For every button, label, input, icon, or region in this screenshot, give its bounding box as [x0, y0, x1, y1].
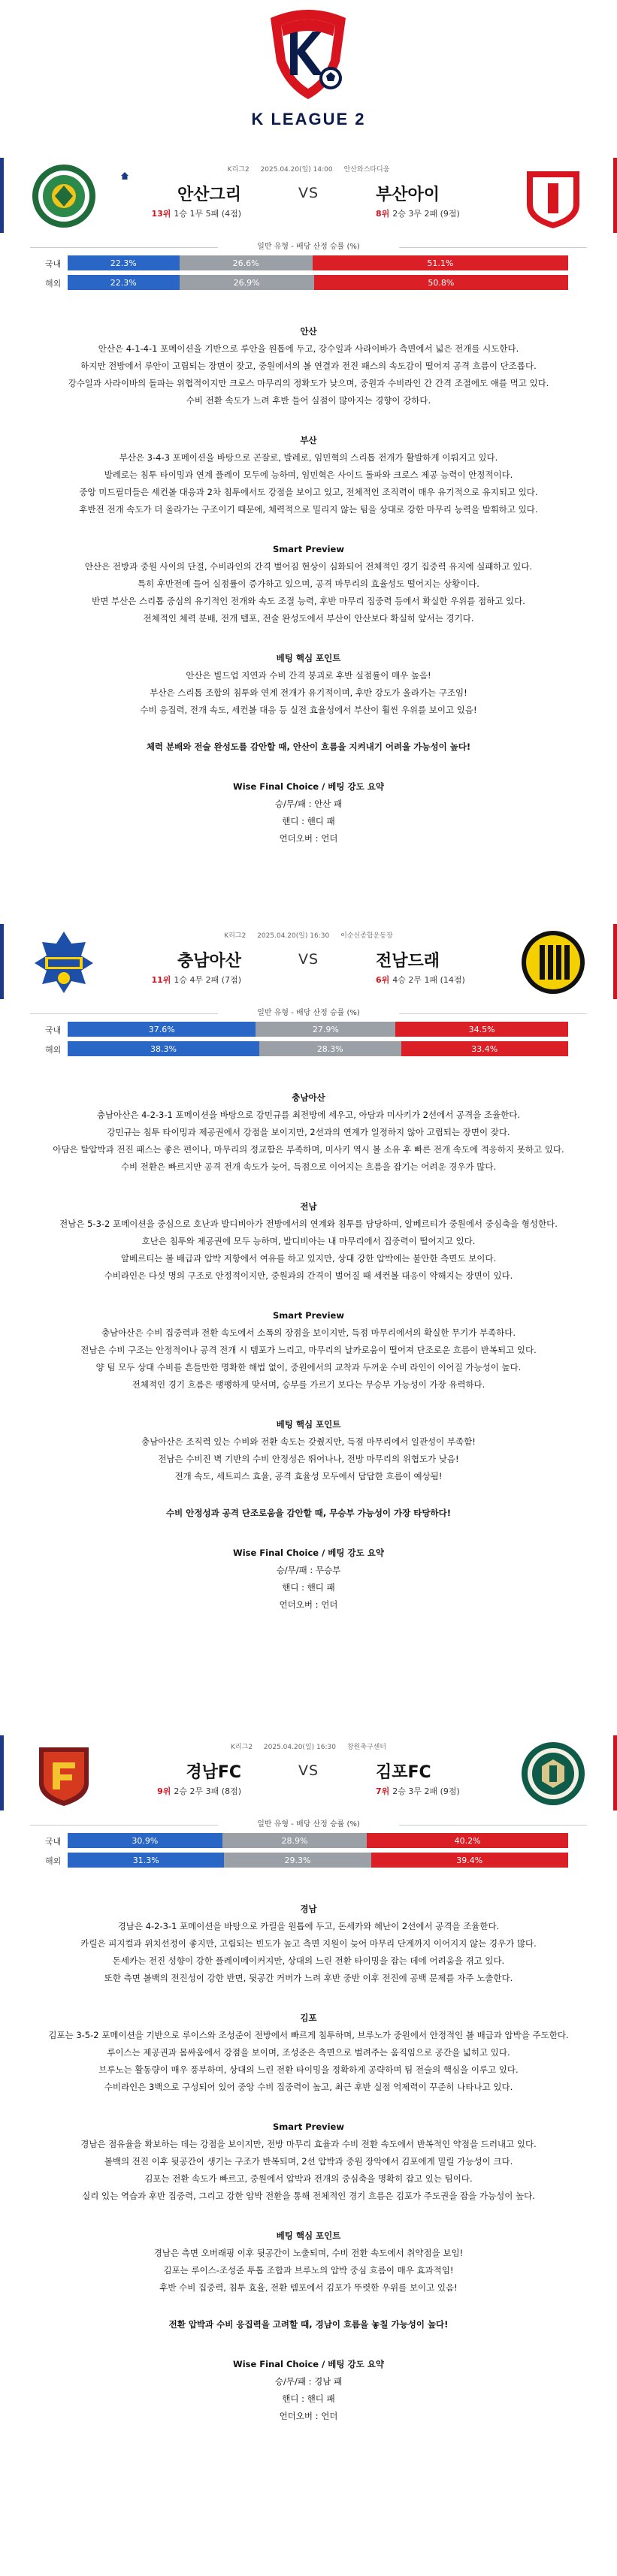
away-rank: 7위 — [376, 1786, 390, 1796]
home-record-text: 2승 2무 3패 (8점) — [174, 1786, 241, 1796]
final-line: 핸디 : 핸디 패 — [282, 2393, 335, 2404]
odds-bar — [68, 1022, 568, 1037]
text-line: 실리 있는 역습과 후반 집중력, 그리고 강한 압박 전환을 통해 전체적인 경기 흐름은 김포가 주도권을 잡을 가능성이 높다. — [82, 2191, 535, 2201]
conclusion-text: 체력 분배와 전술 완성도를 감안할 때, 안산이 흐름을 지켜내기 어려울 가능성이 높다! — [146, 741, 471, 752]
match-card — [0, 150, 617, 917]
final-line: 핸디 : 핸디 패 — [282, 816, 335, 826]
text-line: 특히 후반전에 들어 실점률이 증가하고 있으며, 공격 마무리의 효율성도 떨어지는 상황이다. — [138, 578, 479, 589]
home-team-record — [151, 207, 241, 219]
text-line: 발레로는 침투 타이밍과 연계 플레이 모두에 능하며, 임민혁은 사이드 돌파와 크로스 제공 능력이 안정적이다. — [104, 470, 513, 480]
away-team-name: 전남드래 — [376, 952, 440, 971]
odds-row-label: 해외 — [45, 1045, 62, 1055]
text-line: 안산은 전방과 중원 사이의 단절, 수비라인의 간격 벌어짐 현상이 심화되어 전체적인 경기 집중력 유지에 실패하고 있다. — [84, 561, 533, 572]
text-line: 수비라인은 3백으로 구성되어 있어 중앙 수비 집중력이 높고, 최근 후반 실점 억제력이 꾸준히 나타나고 있다. — [104, 2082, 513, 2092]
home-win-segment: 22.3% — [68, 275, 180, 290]
away-team-name: 김포FC — [376, 1763, 431, 1782]
match-header — [0, 150, 617, 240]
away-win-segment: 51.1% — [313, 255, 568, 270]
match-analysis — [0, 1871, 617, 2425]
match-datetime: 2025.04.20(일) 16:30 — [257, 932, 330, 940]
final-line: 언더오버 : 언더 — [279, 833, 338, 844]
vs-label: VS — [298, 1762, 319, 1779]
text-line: 수비 전환은 빠르지만 공격 전개 속도가 늦어, 득점으로 이어지는 흐름을 잡기는 어려운 경우가 많다. — [120, 1161, 497, 1172]
match-card — [0, 917, 617, 1728]
draw-segment: 27.9% — [256, 1022, 395, 1037]
text-line: 충남아산은 조직력 있는 수비와 전환 속도는 갖췄지만, 득점 마무리에서 일관성이 부족함! — [141, 1436, 476, 1447]
draw-segment: 28.3% — [259, 1041, 401, 1056]
text-line: 김포는 전환 속도가 빠르고, 중원에서 압박과 전개의 중심축을 명확히 잡고 있는 팀이다. — [144, 2173, 473, 2184]
text-line: 알베르티는 볼 배급과 압박 저항에서 여유를 하고 있지만, 상대 강한 압박에는 불안한 측면도 보이다. — [120, 1253, 497, 1264]
text-line: 안산은 4-1-4-1 포메이션을 기반으로 루안을 원톱에 두고, 강수일과 사라이바가 측면에서 넓은 전개를 시도한다. — [98, 343, 519, 354]
away-rank: 6위 — [376, 975, 390, 985]
section-title: Smart Preview — [273, 1310, 344, 1321]
text-line: 전남은 수비 구조는 안정적이나 공격 전개 시 템포가 느리고, 마무리의 날카로움이 떨어져 단조로운 흐름이 반복되고 있다. — [80, 1345, 537, 1355]
text-line: 카릴은 피지컬과 위치선정이 좋지만, 고립되는 빈도가 높고 측면 지원이 늦어 마무리 단계까지 이어지지 않는 경우가 많다. — [80, 1938, 537, 1949]
final-line: 승/무/패 : 안산 패 — [274, 799, 343, 809]
text-line: 전개 속도, 세트피스 효율, 공격 효율성 모두에서 답답한 흐름이 예상됨! — [174, 1471, 443, 1481]
away-team-name: 부산아이 — [376, 186, 440, 204]
section-title: 베팅 핵심 포인트 — [276, 2230, 341, 2241]
odds-title: 일반 유형 - 배당 산정 승률 (%) — [0, 1818, 617, 1832]
final-line: 승/무/패 : 무승부 — [276, 1565, 341, 1575]
odds-row — [0, 273, 617, 293]
away-team-record — [376, 207, 460, 219]
league-header — [0, 0, 617, 150]
home-team-name: 안산그리 — [177, 186, 241, 204]
home-team-name: 충남아산 — [177, 952, 241, 971]
odds-row-label: 국내 — [45, 259, 62, 269]
odds-bar — [68, 275, 568, 290]
text-line: 하지만 전방에서 루안이 고립되는 장면이 잦고, 중원에서의 볼 연결과 전진 패스의 속도감이 떨어져 공격 흐름이 단조롭다. — [80, 361, 537, 371]
conclusion-text: 수비 안정성과 공격 단조로움을 감안할 때, 무승부 가능성이 가장 타당하다! — [166, 1508, 451, 1518]
home-record-text: 1승 1무 5패 (4점) — [174, 209, 241, 219]
home-rank: 9위 — [157, 1786, 171, 1796]
final-choice-title: Wise Final Choice / 베팅 강도 요약 — [233, 2359, 384, 2369]
k-league-logo-icon — [256, 3, 361, 108]
vs-label: VS — [298, 951, 319, 968]
odds-row — [0, 1040, 617, 1059]
home-team-name: 경남FC — [186, 1763, 241, 1782]
away-win-segment: 40.2% — [367, 1833, 568, 1848]
text-line: 후반 수비 집중력, 침투 효율, 전환 템포에서 김포가 뚜렷한 우위를 보이고 있음! — [159, 2282, 458, 2293]
home-win-segment: 22.3% — [68, 255, 180, 270]
odds-row-label: 국내 — [45, 1837, 62, 1847]
vs-label: VS — [298, 185, 319, 201]
section-title: 베팅 핵심 포인트 — [276, 1419, 341, 1430]
text-line: 김포는 3-5-2 포메이션을 기반으로 루이스와 조성준이 전방에서 빠르게 침투하며, 브루노가 중원에서 안정적인 볼 배급과 압박을 주도한다. — [48, 2030, 569, 2040]
final-choice-title: Wise Final Choice / 베팅 강도 요약 — [233, 1548, 384, 1558]
text-line: 호난은 침투와 제공권에 모두 능하며, 발디비아는 내 마무리에서 집중력이 떨어지고 있다. — [141, 1236, 476, 1246]
match-datetime: 2025.04.20(일) 16:30 — [263, 1744, 336, 1751]
match-analysis — [0, 1059, 617, 1614]
section-title: 안산 — [300, 326, 317, 337]
text-line: 볼백의 전진 이후 뒷공간이 생기는 구조가 반복되며, 2선 압박과 중원 장악에서 김포에게 밀릴 가능성이 크다. — [104, 2156, 513, 2167]
text-line: 안산은 빌드업 지연과 수비 간격 붕괴로 후반 실점률이 매우 높음! — [186, 670, 431, 681]
section-title: 경남 — [300, 1904, 317, 1914]
odds-row — [0, 1851, 617, 1871]
draw-segment: 26.9% — [180, 275, 314, 290]
home-win-segment: 38.3% — [68, 1041, 259, 1056]
league-label: K리그2 — [224, 932, 246, 940]
match-meta — [0, 930, 617, 940]
section-title: 충남아산 — [292, 1092, 325, 1103]
away-win-segment: 34.5% — [395, 1022, 568, 1037]
home-win-segment: 30.9% — [68, 1833, 222, 1848]
home-team-record — [157, 1785, 241, 1797]
away-record-text: 4승 2무 1패 (14점) — [392, 975, 465, 985]
home-record-text: 1승 4무 2패 (7점) — [174, 975, 241, 985]
text-line: 전체적인 체력 분배, 전개 템포, 전술 완성도에서 부산이 안산보다 확실히 앞서는 경기다. — [143, 613, 474, 624]
text-line: 부산은 스리톱 조합의 침투와 연계 전개가 유기적이며, 후반 강도가 올라가는 구조임! — [150, 687, 467, 698]
odds-title: 일반 유형 - 배당 산정 승률 (%) — [0, 1007, 617, 1020]
match-venue: 이순신종합운동장 — [340, 932, 393, 940]
match-analysis — [0, 293, 617, 847]
text-line: 충남아산은 4-2-3-1 포메이션을 바탕으로 강민규를 최전방에 세우고, 아담과 미사키가 2선에서 공격을 조율한다. — [96, 1110, 521, 1120]
text-line: 아담은 탈압박과 전진 패스는 좋은 편이나, 마무리의 정교함은 부족하며, 미사키 역시 볼 소유 후 빠른 전개 속도에 적응하지 못하고 있다. — [53, 1144, 564, 1155]
away-win-segment: 33.4% — [401, 1041, 568, 1056]
text-line: 김포는 루이스-조성준 투톱 조합과 브루노의 압박 중심 흐름이 매우 효과적임! — [163, 2265, 454, 2276]
away-team-record — [376, 1785, 460, 1797]
section-title: 김포 — [300, 2013, 317, 2023]
final-line: 핸디 : 핸디 패 — [282, 1582, 335, 1593]
odds-bar — [68, 1853, 568, 1868]
match-datetime: 2025.04.20(일) 14:00 — [260, 166, 333, 174]
final-line: 언더오버 : 언더 — [279, 1599, 338, 1610]
draw-segment: 28.9% — [222, 1833, 367, 1848]
section-title: Smart Preview — [273, 2122, 344, 2132]
section-title: 전남 — [300, 1201, 317, 1212]
odds-row — [0, 1832, 617, 1851]
text-line: 수비라인은 다섯 명의 구조로 안정적이지만, 중원과의 간격이 벌어질 때 세컨볼 대응이 약해지는 장면이 있다. — [104, 1270, 513, 1281]
text-line: 전체적인 경기 흐름은 팽팽하게 맞서며, 승부를 가르기 보다는 무승부 가능성이 가장 유력하다. — [132, 1379, 485, 1390]
odds-row-label: 해외 — [45, 279, 62, 288]
text-line: 반면 부산은 스리톱 중심의 유기적인 전개와 속도 조절 능력, 후반 마무리 집중력 등에서 확실한 우위를 점하고 있다. — [92, 596, 525, 606]
match-venue: 안산와스타디움 — [343, 166, 390, 174]
text-line: 전남은 수비진 벽 기반의 수비 안정성은 뛰어나나, 전방 마무리의 위협도가 낮음! — [158, 1454, 459, 1464]
odds-bar — [68, 255, 568, 270]
text-line: 부산은 3-4-3 포메이션을 바탕으로 곤잘로, 발레로, 임민혁의 스리톱 전개가 활발하게 이뤄지고 있다. — [119, 452, 498, 463]
text-line: 전남은 5-3-2 포메이션을 중심으로 호난과 발디비아가 전방에서의 연계와 침투를 담당하며, 알베르티가 중원에서 중심축을 형성한다. — [59, 1219, 558, 1229]
section-title: Smart Preview — [273, 544, 344, 554]
home-rank: 11위 — [151, 975, 171, 985]
odds-bar — [68, 1041, 568, 1056]
text-line: 또한 측면 볼백의 전진성이 강한 반면, 뒷공간 커버가 느려 후반 중반 이후 전진에 공백 문제를 자주 노출한다. — [104, 1973, 513, 1983]
text-line: 충남아산은 수비 집중력과 전환 속도에서 소폭의 장점을 보이지만, 득점 마무리에서의 확실한 무기가 부족하다. — [101, 1327, 516, 1338]
away-record-text: 2승 3무 2패 (9점) — [392, 1786, 460, 1796]
match-venue: 창원축구센터 — [346, 1744, 386, 1751]
odds-row — [0, 1020, 617, 1040]
match-header — [0, 1728, 617, 1818]
league-title: K LEAGUE 2 — [251, 110, 366, 128]
away-win-segment: 50.8% — [314, 275, 568, 290]
text-line: 양 팀 모두 상대 수비를 흔들만한 명확한 해법 없이, 중원에서의 교착과 두꺼운 수비 라인이 이어질 가능성이 높다. — [95, 1362, 522, 1373]
text-line: 돈세카는 전진 성향이 강한 플레이메이커지만, 상대의 느린 전환 타이밍을 잡는 데에 어려움을 겪고 있다. — [112, 1955, 505, 1966]
away-win-segment: 39.4% — [371, 1853, 568, 1868]
text-line: 중앙 미드필더들은 세컨볼 대응과 2차 침투에서도 강점을 보이고 있고, 전체적인 조직력이 매우 유기적으로 유지되고 있다. — [79, 487, 538, 497]
league-label: K리그2 — [227, 166, 250, 174]
section-title: 부산 — [300, 435, 317, 445]
match-card — [0, 1728, 617, 2576]
league-label: K리그2 — [231, 1744, 253, 1751]
home-rank: 13위 — [151, 209, 171, 219]
text-line: 후반전 전개 속도가 더 올라가는 구조이기 때문에, 체력적으로 밀리지 않는 팀을 상대로 강한 마무리 능력을 발휘하고 있다. — [79, 504, 538, 515]
final-choice-title: Wise Final Choice / 베팅 강도 요약 — [233, 781, 384, 792]
text-line: 수비 응집력, 전개 속도, 세컨볼 대응 등 실전 효율성에서 부산이 훨씬 우위를 보이고 있음! — [140, 705, 477, 715]
match-meta — [0, 1741, 617, 1751]
text-line: 루이스는 제공권과 몸싸움에서 강점을 보이며, 조성준은 측면으로 벌려주는 움직임으로 공간을 넓히고 있다. — [107, 2047, 510, 2058]
odds-row — [0, 254, 617, 273]
odds-title: 일반 유형 - 배당 산정 승률 (%) — [0, 240, 617, 254]
text-line: 브루노는 활동량이 매우 풍부하며, 상대의 느린 전환 타이밍을 정확하게 공략하며 팀 전술의 핵심을 이루고 있다. — [98, 2064, 519, 2075]
home-win-segment: 37.6% — [68, 1022, 256, 1037]
conclusion-text: 전환 압박과 수비 응집력을 고려할 때, 경남이 흐름을 놓칠 가능성이 높다! — [168, 2319, 449, 2330]
draw-segment: 29.3% — [224, 1853, 371, 1868]
match-header — [0, 917, 617, 1007]
away-rank: 8위 — [376, 209, 390, 219]
away-team-record — [376, 974, 465, 986]
final-line: 승/무/패 : 경남 패 — [274, 2376, 343, 2387]
section-title: 베팅 핵심 포인트 — [276, 653, 341, 663]
final-line: 언더오버 : 언더 — [279, 2411, 338, 2421]
text-line: 경남은 측면 오버래핑 이후 뒷공간이 노출되며, 수비 전환 속도에서 취약점을 보임! — [153, 2248, 464, 2258]
odds-row-label: 해외 — [45, 1856, 62, 1866]
home-win-segment: 31.3% — [68, 1853, 224, 1868]
odds-row-label: 국내 — [45, 1025, 62, 1035]
text-line: 수비 전환 속도가 느려 후반 들어 실점이 많아지는 경향이 강하다. — [186, 395, 431, 406]
text-line: 강민규는 침투 타이밍과 제공권에서 강점을 보이지만, 2선과의 연계가 일정하지 않아 고립되는 장면이 잦다. — [107, 1127, 510, 1137]
draw-segment: 26.6% — [180, 255, 313, 270]
home-team-record — [151, 974, 241, 986]
text-line: 경남은 점유율을 확보하는 데는 강점을 보이지만, 전방 마무리 효율과 수비 전환 속도에서 반복적인 약점을 드러내고 있다. — [80, 2139, 537, 2149]
text-line: 강수일과 사라이바의 돌파는 위협적이지만 크로스 마무리의 정확도가 낮으며, 중원과 수비라인 간 간격 조절에도 애를 먹고 있다. — [68, 378, 549, 388]
text-line: 경남은 4-2-3-1 포메이션을 바탕으로 카릴을 원톱에 두고, 돈세카와 헤난이 2선에서 공격을 조율한다. — [117, 1921, 500, 1931]
odds-bar — [68, 1833, 568, 1848]
match-meta — [0, 164, 617, 174]
away-record-text: 2승 3무 2패 (9점) — [392, 209, 460, 219]
